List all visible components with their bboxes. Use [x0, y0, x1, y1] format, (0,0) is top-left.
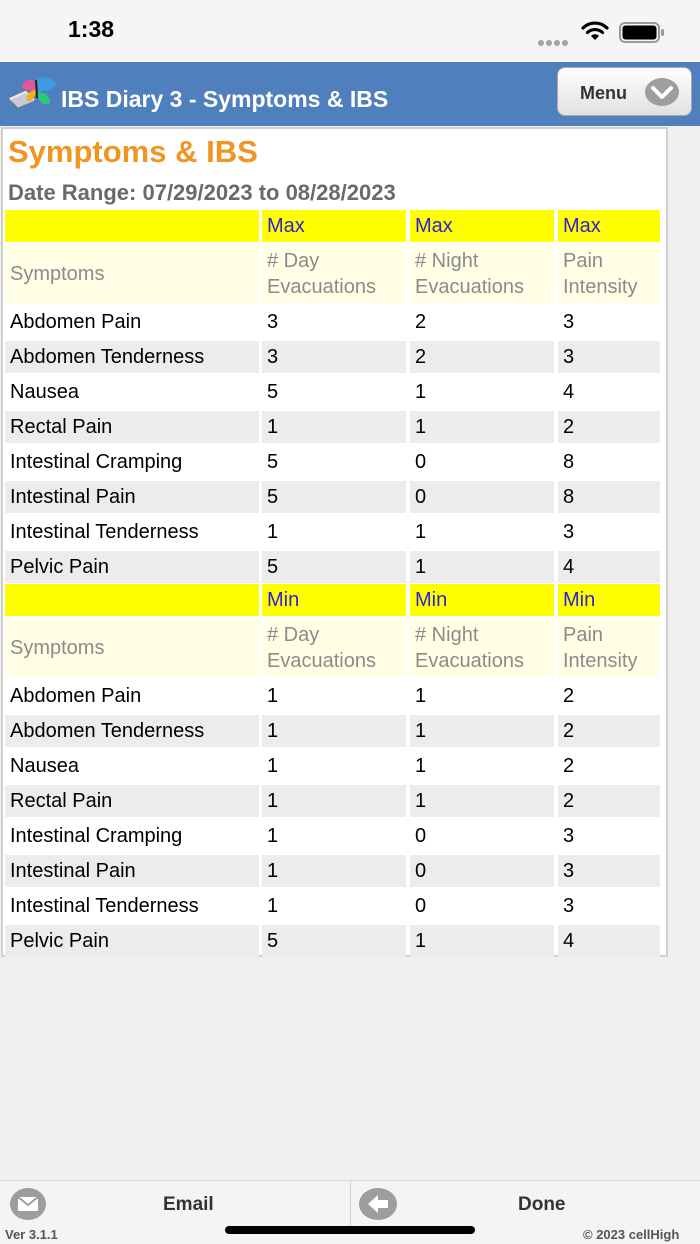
column-header — [262, 245, 406, 303]
value-cell: 1 — [262, 516, 406, 548]
status-time: 1:38 — [68, 16, 115, 42]
battery-icon — [619, 22, 665, 43]
symptom-name-cell: Abdomen Pain — [5, 680, 259, 712]
value-cell: 1 — [262, 750, 406, 782]
butterfly-book-logo-icon — [6, 76, 60, 110]
status-bar — [0, 0, 700, 62]
value-cell: 1 — [410, 680, 554, 712]
symptom-name-cell: Intestinal Tenderness — [5, 516, 259, 548]
column-header-line: Symptoms — [10, 263, 105, 285]
value-cell: 5 — [262, 925, 406, 957]
home-indicator — [225, 1226, 475, 1234]
value-cell: 2 — [558, 715, 660, 747]
column-header — [558, 619, 660, 677]
envelope-icon[interactable] — [9, 1187, 47, 1221]
symptom-name-cell: Rectal Pain — [5, 785, 259, 817]
column-header — [5, 245, 259, 303]
column-header-line: Evacuations — [415, 276, 524, 298]
wifi-icon — [581, 20, 609, 42]
value-cell: 4 — [558, 376, 660, 408]
symptom-name-cell: Intestinal Pain — [5, 481, 259, 513]
value-cell: 3 — [558, 890, 660, 922]
value-cell: 1 — [410, 551, 554, 583]
column-header-line: Intensity — [563, 276, 638, 298]
column-header-line: # Day — [267, 624, 320, 646]
cellular-signal-icon — [538, 33, 572, 39]
value-cell: 1 — [410, 785, 554, 817]
column-header-line: Pain — [563, 624, 604, 646]
value-cell: 8 — [558, 481, 660, 513]
symptom-name-cell: Rectal Pain — [5, 411, 259, 443]
value-cell: 3 — [558, 516, 660, 548]
column-header-line: Evacuations — [267, 276, 376, 298]
column-header-line: Symptoms — [10, 637, 105, 659]
menu-button[interactable] — [557, 67, 692, 116]
value-cell: 2 — [558, 680, 660, 712]
app-title: IBS Diary 3 - Symptoms & IBS — [61, 86, 389, 112]
value-cell: 2 — [558, 750, 660, 782]
toolbar-divider — [350, 1180, 351, 1226]
value-cell: 5 — [262, 481, 406, 513]
symptom-name-cell: Abdomen Tenderness — [5, 715, 259, 747]
version-text: Ver 3.1.1 — [5, 1227, 58, 1242]
band-cell-stat: Min — [410, 584, 554, 616]
band-cell-stat: Max — [558, 210, 660, 242]
value-cell: 3 — [558, 341, 660, 373]
symptom-name-cell: Pelvic Pain — [5, 551, 259, 583]
value-cell: 1 — [262, 855, 406, 887]
value-cell: 1 — [262, 820, 406, 852]
band-cell-stat: Min — [262, 584, 406, 616]
column-header-line: # Night — [415, 624, 479, 646]
column-header-line: Evacuations — [267, 650, 376, 672]
column-header — [558, 245, 660, 303]
value-cell: 1 — [410, 715, 554, 747]
symptom-name-cell: Abdomen Tenderness — [5, 341, 259, 373]
value-cell: 5 — [262, 376, 406, 408]
value-cell: 3 — [262, 306, 406, 338]
column-header-line: Evacuations — [415, 650, 524, 672]
value-cell: 3 — [558, 306, 660, 338]
value-cell: 1 — [410, 925, 554, 957]
value-cell: 1 — [262, 785, 406, 817]
value-cell: 1 — [410, 376, 554, 408]
column-header — [410, 245, 554, 303]
value-cell: 2 — [410, 341, 554, 373]
value-cell: 3 — [558, 820, 660, 852]
date-range: Date Range: 07/29/2023 to 08/28/2023 — [8, 180, 396, 205]
value-cell: 4 — [558, 925, 660, 957]
column-header — [262, 619, 406, 677]
value-cell: 5 — [262, 551, 406, 583]
email-button[interactable]: Email — [163, 1194, 214, 1215]
symptom-name-cell: Intestinal Cramping — [5, 820, 259, 852]
value-cell: 0 — [410, 890, 554, 922]
band-cell-blank — [5, 584, 259, 616]
value-cell: 0 — [410, 481, 554, 513]
column-header-line: # Day — [267, 250, 320, 272]
symptom-name-cell: Nausea — [5, 376, 259, 408]
value-cell: 0 — [410, 446, 554, 478]
column-header — [5, 619, 259, 677]
back-arrow-icon[interactable] — [358, 1187, 398, 1221]
done-button[interactable]: Done — [518, 1194, 566, 1215]
value-cell: 3 — [558, 855, 660, 887]
column-header-line: Intensity — [563, 650, 638, 672]
symptom-name-cell: Abdomen Pain — [5, 306, 259, 338]
value-cell: 0 — [410, 855, 554, 887]
copyright-text: © 2023 cellHigh — [583, 1227, 680, 1242]
symptom-name-cell: Intestinal Cramping — [5, 446, 259, 478]
value-cell: 1 — [410, 750, 554, 782]
value-cell: 1 — [410, 516, 554, 548]
symptom-name-cell: Nausea — [5, 750, 259, 782]
value-cell: 3 — [262, 341, 406, 373]
symptom-name-cell: Intestinal Pain — [5, 855, 259, 887]
menu-label: Menu — [580, 83, 627, 103]
value-cell: 1 — [262, 890, 406, 922]
value-cell: 1 — [262, 680, 406, 712]
value-cell: 2 — [410, 306, 554, 338]
page-title: Symptoms & IBS — [8, 134, 258, 169]
column-header-line: Pain — [563, 250, 604, 272]
value-cell: 2 — [558, 785, 660, 817]
value-cell: 1 — [410, 411, 554, 443]
value-cell: 8 — [558, 446, 660, 478]
chevron-down-icon — [644, 77, 680, 107]
value-cell: 1 — [262, 715, 406, 747]
band-cell-blank — [5, 210, 259, 242]
band-cell-stat: Min — [558, 584, 660, 616]
symptom-name-cell: Pelvic Pain — [5, 925, 259, 957]
column-header-line: # Night — [415, 250, 479, 272]
symptom-name-cell: Intestinal Tenderness — [5, 890, 259, 922]
value-cell: 0 — [410, 820, 554, 852]
value-cell: 4 — [558, 551, 660, 583]
value-cell: 1 — [262, 411, 406, 443]
value-cell: 5 — [262, 446, 406, 478]
value-cell: 2 — [558, 411, 660, 443]
band-cell-stat: Max — [262, 210, 406, 242]
column-header — [410, 619, 554, 677]
band-cell-stat: Max — [410, 210, 554, 242]
